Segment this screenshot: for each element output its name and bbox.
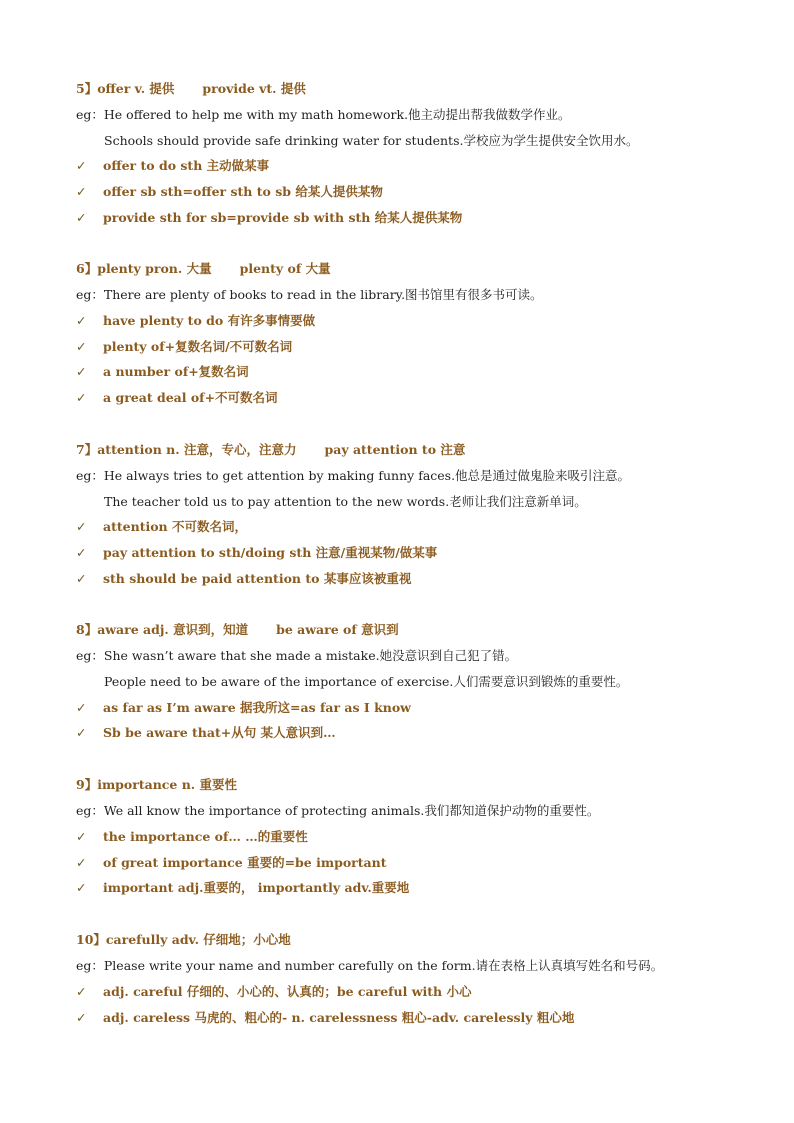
heading-term: 6】plenty pron. 大量 — [76, 261, 212, 276]
heading-term: 8】aware adj. 意识到，知道 — [76, 622, 249, 637]
example-sentence: eg：He always tries to get attention by making funny faces.他总是通过做鬼脸来吸引注意。 — [76, 468, 631, 483]
check-icon: ✓ — [76, 984, 87, 999]
usage-text: of great importance 重要的=be important — [103, 855, 387, 870]
usage-item — [76, 183, 383, 201]
usage-item — [76, 699, 411, 717]
section-heading — [76, 80, 306, 98]
example-sentence: Schools should provide safe drinking water for students.学校应为学生提供安全饮用水。 — [104, 133, 639, 148]
usage-text: attention 不可数名词， — [103, 519, 247, 534]
check-icon: ✓ — [76, 390, 87, 405]
check-icon: ✓ — [76, 519, 87, 534]
check-icon: ✓ — [76, 571, 87, 586]
usage-item — [76, 338, 292, 356]
check-icon: ✓ — [76, 210, 87, 225]
usage-text: the importance of… …的重要性 — [103, 829, 308, 844]
check-icon: ✓ — [76, 364, 87, 379]
usage-item — [76, 724, 336, 742]
usage-item — [76, 544, 437, 562]
check-icon: ✓ — [76, 1010, 87, 1025]
example-sentence: eg：Please write your name and number carefully on the form.请在表格上认真填写姓名和号码。 — [76, 958, 664, 973]
section-heading — [76, 776, 237, 794]
check-icon: ✓ — [76, 313, 87, 328]
heading-term: 9】importance n. 重要性 — [76, 777, 238, 792]
example-sentence: The teacher told us to pay attention to the new words.老师让我们注意新单词。 — [104, 494, 587, 509]
usage-text: plenty of+复数名词/不可数名词 — [103, 339, 293, 354]
usage-text: important adj.重要的， importantly adv.重要地 — [103, 880, 410, 895]
usage-text: pay attention to sth/doing sth 注意/重视某物/做某事 — [103, 545, 438, 560]
usage-text: adj. careless 马虎的、粗心的- n. carelessness 粗心-adv. carelessly 粗心地 — [103, 1010, 575, 1025]
section-heading — [76, 441, 465, 459]
section-heading — [76, 260, 331, 278]
usage-item — [76, 389, 278, 407]
heading-term: 10】carefully adv. 仔细地；小心地 — [76, 932, 291, 947]
usage-item — [76, 209, 462, 227]
usage-text: sth should be paid attention to 某事应该被重视 — [103, 571, 412, 586]
usage-item — [76, 312, 315, 330]
example-sentence: eg：He offered to help me with my math homework.他主动提出帮我做数学作业。 — [76, 107, 571, 122]
check-icon: ✓ — [76, 725, 87, 740]
check-icon: ✓ — [76, 829, 87, 844]
usage-text: Sb be aware that+从句 某人意识到… — [103, 725, 336, 740]
usage-text: have plenty to do 有许多事情要做 — [103, 313, 316, 328]
check-icon: ✓ — [76, 700, 87, 715]
check-icon: ✓ — [76, 184, 87, 199]
usage-text: offer sb sth=offer sth to sb 给某人提供某物 — [103, 184, 383, 199]
example-sentence: eg：She wasn’t aware that she made a mistake.她没意识到自己犯了错。 — [76, 648, 518, 663]
section-heading — [76, 621, 399, 639]
usage-text: a number of+复数名词 — [103, 364, 249, 379]
check-icon: ✓ — [76, 158, 87, 173]
usage-item — [76, 1009, 574, 1027]
section-heading — [76, 931, 291, 949]
heading-term: provide vt. 提供 — [202, 81, 306, 96]
example-sentence: eg：There are plenty of books to read in the library.图书馆里有很多书可读。 — [76, 287, 543, 302]
usage-text: as far as I’m aware 据我所这=as far as I know — [103, 700, 411, 715]
usage-text: a great deal of+不可数名词 — [103, 390, 278, 405]
check-icon: ✓ — [76, 545, 87, 560]
usage-item — [76, 570, 411, 588]
usage-item — [76, 828, 308, 846]
example-sentence: eg：We all know the importance of protecting animals.我们都知道保护动物的重要性。 — [76, 803, 600, 818]
usage-item — [76, 518, 247, 536]
usage-item — [76, 983, 471, 1001]
heading-term: plenty of 大量 — [239, 261, 331, 276]
check-icon: ✓ — [76, 339, 87, 354]
usage-text: adj. careful 仔细的、小心的、认真的；be careful with 小心 — [103, 984, 472, 999]
check-icon: ✓ — [76, 855, 87, 870]
heading-term: pay attention to 注意 — [324, 442, 466, 457]
usage-text: provide sth for sb=provide sb with sth 给某人提供某物 — [103, 210, 463, 225]
usage-item — [76, 363, 249, 381]
check-icon: ✓ — [76, 880, 87, 895]
usage-item — [76, 854, 386, 872]
example-sentence: People need to be aware of the importance of exercise.人们需要意识到锻炼的重要性。 — [104, 674, 629, 689]
heading-term: be aware of 意识到 — [276, 622, 399, 637]
heading-term: 5】offer v. 提供 — [76, 81, 175, 96]
usage-item — [76, 879, 409, 897]
heading-term: 7】attention n. 注意，专心，注意力 — [76, 442, 297, 457]
usage-text: offer to do sth 主动做某事 — [103, 158, 270, 173]
usage-item — [76, 157, 269, 175]
